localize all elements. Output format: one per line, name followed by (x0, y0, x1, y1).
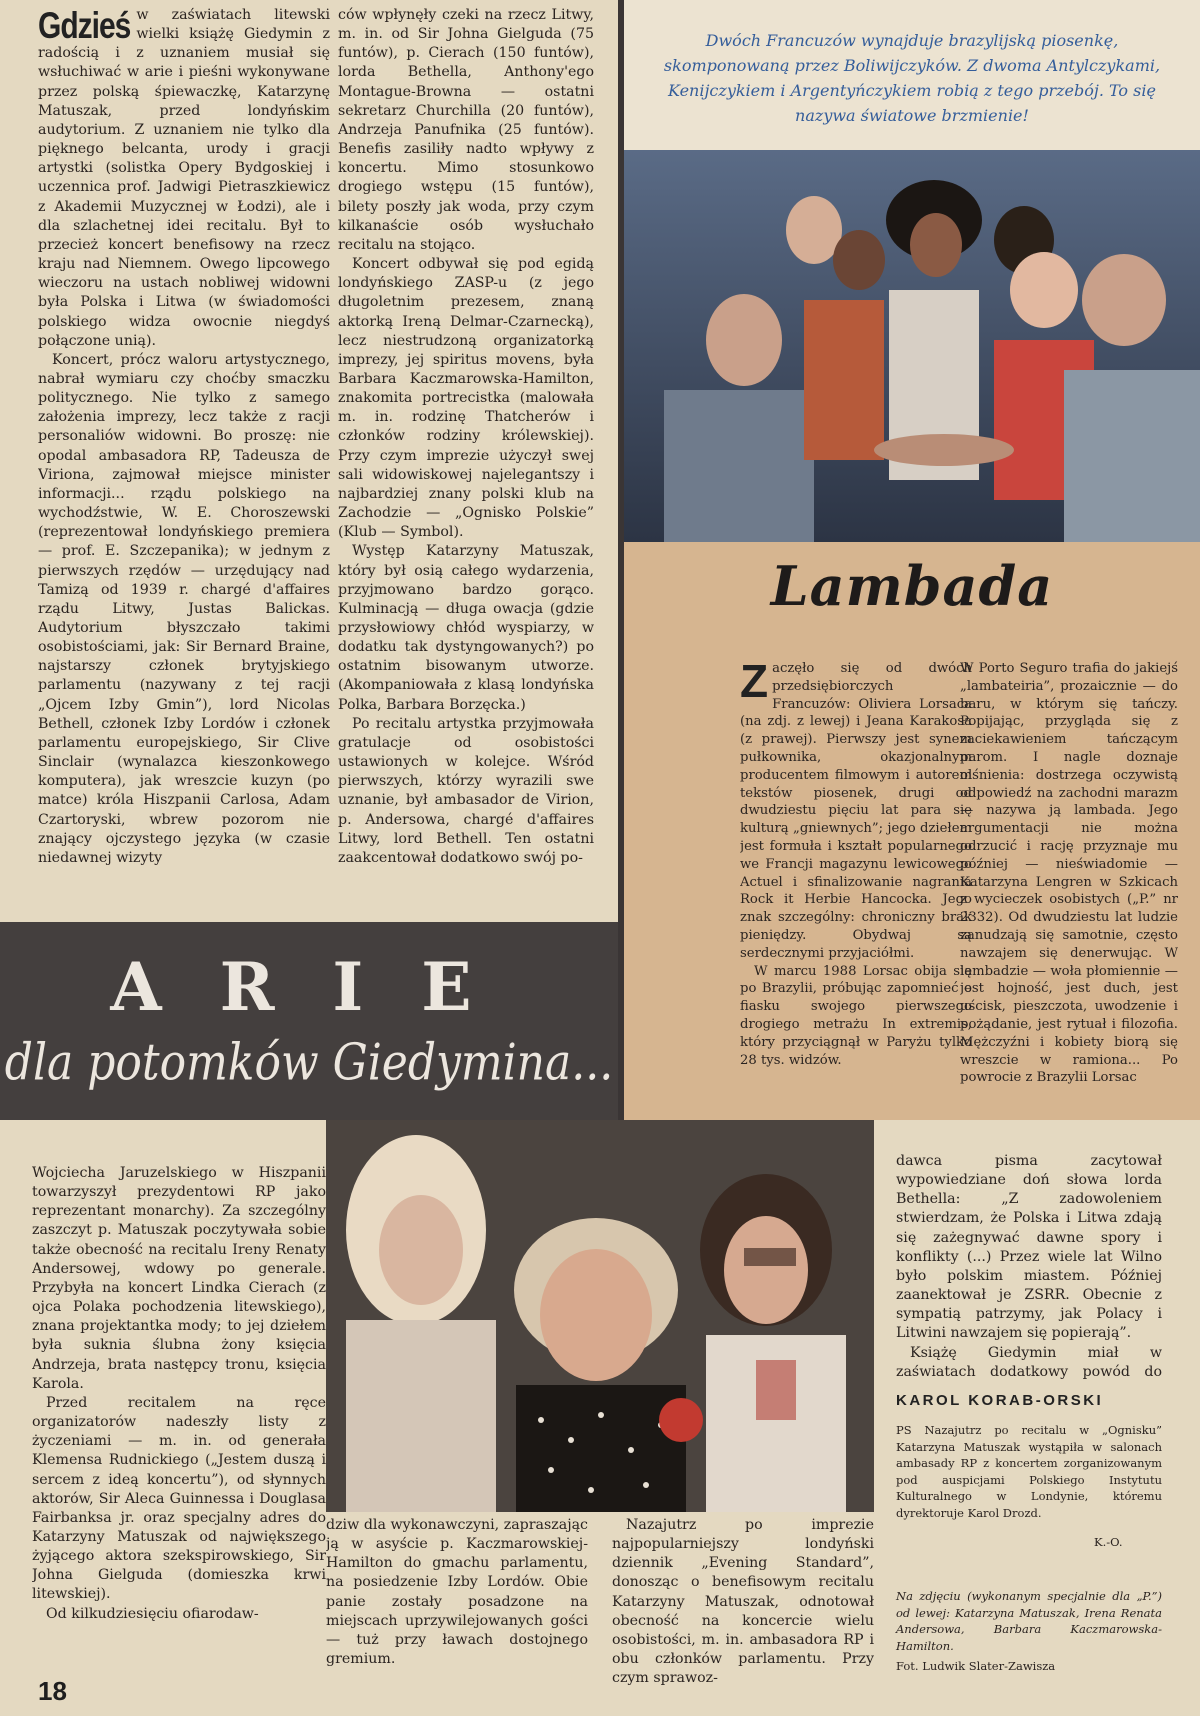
lambada-title: Lambada (770, 554, 1054, 618)
page-number: 18 (38, 1676, 67, 1706)
arie-col5-paragraph-1: Nazajutrz po imprezie najpopularniejszy londyński dziennik „Evening Standard”, donosząc o benefisowym recitalu Katarzyny Matuszak, odnotował obecność na koncercie wielu osobistości, m. in. ambasadora RP i obu członków parlamentu. Przy czym sprawoz- (612, 1517, 874, 1687)
arie-col2-paragraph-1: ców wpłynęły czeki na rzecz Litwy, m. in. od Sir Johna Gielguda (75 funtów), p. Cierach (150 funtów), lorda Bethella, Anthony'ego Montague-Browna — ostatni sekretarz Churchilla (20 funtów), Andrzeja Panufnika (25 funtów). Benefis zasiliły nadto wpływy z koncertu. Mimo stosunkowo drogiego wstępu (15 funtów), bilety poszły jak woda, przy czym kilkanaście osób wysłuchało recitalu na stojąco. (338, 7, 594, 253)
lambada-intro: Dwóch Francuzów wynajduje brazylijską piosenkę, skomponowaną przez Boliwijczyków. Z dwoma Antylczykami, Kenijczykiem i Argentyńczykiem robią z tego przebój. To się nazywa światowe brzmienie! (663, 31, 1161, 125)
lambada-column-2 (960, 660, 1178, 1112)
arie-col1-paragraph-1: w zaświatach litewski wielki książę Giedymin z radością i z uznaniem musiał się wsłuchiwać w arie i pieśni wykonywane przez polską śpiewaczkę, Katarzynę Matuszak, przed londyńskim audytorium. Z uznaniem nie tylko dla pięknego belcanta, urody i gracji artystki (solistka Opery Bydgoskiej i uczennica prof. Jadwigi Pietraszkiewicz z Akademii Muzycznej w Łodzi), ale i dla szlachetnej idei recitalu. Był to przecież koncert benefisowy na rzecz kraju nad Niemnem. Owego lipcowego wieczoru na ustach nobliwej widowni była Polska i Litwa (w świadomości polskiego widza owocnie niegdyś połączone unią). (38, 7, 330, 349)
arie-col3-paragraph-1: Wojciecha Jaruzelskiego w Hiszpanii towarzyszył prezydentowi RP jako reprezentant monarchy). Za szczególny zaszczyt p. Matuszak poczytywała sobie także obecność na recitalu Ireny Renaty Andersowej, wdowy po generale. Przybyła na koncert Lindka Cierach (z ojca Polaka pochodzenia litewskiego), znana projektantka mody; to jej dziełem była suknia ślubna żony księcia Andrzeja, brata następcy tronu, księcia Karola. (32, 1165, 326, 1392)
arie-col4-paragraph-1: dziw dla wykonawczyni, zapraszając ją w asyście p. Kaczmarowskiej-Hamilton do gmachu parlamentu, na posiedzenie Izby Lordów. Obie panie zostały posadzone na miejscach uprzywilejowanych gości — tuż przy ławach dostojnego gremium. (326, 1517, 588, 1668)
arie-col1-paragraph-2: Koncert, prócz waloru artystycznego, nabrał wymiaru czy choćby smaczku politycznego. Nie tylko z samego założenia imprezy, lecz także z racji personaliów widowni. Bo proszę: nie opodal ambasadora RP, Tadeusza de Viriona, zajmował miejsce minister informacji... rządu polskiego na wychodźstwie, W. E. Choroszewski (reprezentował londyńskiego premiera — prof. E. Szczepanika); w jednym z pierwszych rzędów — urzędujący nad Tamizą od 1939 r. chargé d'affaires rządu Litwy, Justas Balickas. Audytorium błyszczało takimi osobistościami, jak: Sir Bernard Braine, najstarszy członek brytyjskiego parlamentu (nazywany z tej racji „Ojcem Izby Gmin”), lord Nicolas Bethell, członek Izby Lordów i członek parlamentu europejskiego, Sir Clive Sinclair (wynalazca kieszonkowego komputera), jak wreszcie kuzyn (po matce) króla Hiszpanii Carlosa, Adam Czartoryski, wbrew pozorom nie znający ojczystego języka (w czasie niedawnej wizyty (38, 351, 330, 866)
arie-col2-paragraph-3: Występ Katarzyny Matuszak, który był osią całego wydarzenia, przyjmowano bardzo gorąco. Kulminacją — długa owacja (gdzie przysłowiowy chłód wyspiarzy, w dodatku tak dystyngowanych?) po ostatnim bisowanym utworze. (Akompaniowała z klasą londyńska Polka, Barbara Borzęcka.) (338, 543, 594, 713)
arie-col3-paragraph-3: Od kilkudziesięciu ofiarodaw- (46, 1605, 259, 1622)
three-women-photo (326, 1120, 874, 1512)
arie-column-3 (32, 1164, 326, 1686)
lambada-panel (624, 542, 1200, 1120)
lambada-col2-paragraph-1: W Porto Seguro trafia do jakiejś „lambateiria”, prozaicznie — do baru, w którym się tańczy. Popijając, przygląda się z zaciekawieniem tańczącym parom. I nagle doznaje olśnienia: dostrzega oczywistą odpowiedź na zachodni marazm — nazywa ją lambada. Jego argumentacji nie można odrzucić i rację przyznaje mu później — nieświadomie — Katarzyna Lengren w Szkicach z wycieczek osobistych („P.” nr 2332). Od dwudziestu lat ludzie zanudzają się samotnie, często nawzajem się denerwując. W lambadzie — woła płomiennie — jest hojność, jest duch, jest uścisk, pieszczota, uwodzenie i pożądanie, jest rytuał i filozofia. Mężczyźni i kobiety biorą się wreszcie w ramiona... Po powrocie z Brazylii Lorsac (960, 661, 1178, 1086)
banner-title: ARIE (110, 948, 530, 1026)
lambada-col1-paragraph-1: aczęło się od dwóch przedsiębiorczych Francuzów: Oliviera Lorsaca (na zdj. z lewej) i Jeana Karakosa (z prawej). Pierwszy jest synem pułkownika, okazjonalnym producentem filmowym i autorem tekstów piosenek, drugi od dwudziestu pięciu lat para się kulturą „gniewnych”; jego dziełem jest formuła i kształt popularnego we Francji magazynu lewicowego Actuel i sfinalizowanie nagrania Rock it Herbie Hancocka. Jego znak szczególny: chroniczny brak pieniędzy. Obydwaj są serdecznymi przyjaciółmi. (740, 661, 972, 961)
lead-word: Gdzieś (38, 6, 131, 47)
arie-col6-paragraph-2: Książę Giedymin miał w zaświatach dodatkowy powód do (896, 1344, 1162, 1380)
arie-column-4 (326, 1516, 588, 1688)
lambada-intro-box (624, 0, 1200, 150)
postscript (896, 1422, 1162, 1532)
postscript-text: PS Nazajutrz po recitalu w „Ognisku” Katarzyna Matuszak wystąpiła w salonach ambasady RP z koncertem zorganizowanym pod auspicjami Polskiego Instytutu Kulturalnego w Londynie, któremu dyrektoruje Karol Drozd. (896, 1423, 1162, 1520)
photo-caption: Na zdjęciu (wykonanym specjalnie dla „P.”) od lewej: Katarzyna Matuszak, Irena Renata Andersowa, Barbara Kaczmarowska-Hamilton. (896, 1589, 1162, 1653)
postscript-initials: K.-O. (1094, 1535, 1123, 1549)
photo-credit: Fot. Ludwik Slater-Zawisza (896, 1659, 1056, 1673)
arie-col2-paragraph-2: Koncert odbywał się pod egidą londyńskiego ZASP-u (z jego długoletnim prezesem, znaną aktorką Ireną Delmar-Czarnecką), lecz niestrudzoną organizatorką imprezy, jej spiritus movens, była Barbara Kaczmarowska-Hamilton, znakomita portrecistka (malowała m. in. rodzinę Thatcherów i członków rodziny królewskiej). Przy czym imprezie użyczył swej sali widowiskowej najelegantszy i najbardziej znany polski klub na Zachodzie — „Ognisko Polskie” (Klub — Symbol). (338, 256, 594, 541)
arie-column-1 (38, 6, 330, 912)
dancers-photo-illustration (624, 150, 1200, 542)
arie-col2-paragraph-4: Po recitalu artystka przyjmowała gratulacje od osobistości ustawionych w kolejce. Wśród pierwszych, którzy wyrazili swe uznanie, był ambasador de Virion, p. Andersowa, chargé d'affaires Litwy, lord Bethell. Ten ostatni zaakcentował dodatkowo swój po- (338, 715, 594, 866)
women-photo-illustration (326, 1120, 874, 1512)
arie-column-2 (338, 6, 594, 912)
lambada-column-1 (740, 660, 972, 1112)
lambada-group-photo (624, 150, 1200, 542)
author-signature: KAROL KORAB-ORSKI (896, 1392, 1104, 1409)
banner-subtitle: dla potomków Giedymina... (4, 1033, 614, 1093)
arie-column-5 (612, 1516, 874, 1688)
arie-col6-paragraph-1: dawca pisma zacytował wypowiedziane doń słowa lorda Bethella: „Z zadowoleniem stwierdzam, że Polska i Litwa zdają się zażegnywać dawne spory i konflikty (...) Przez wiele lat Wilno było polskim miastem. Później zaanektował je ZSRR. Obecnie z sympatią patrzymy, jak Polacy i Litwini nawzajem się popierają”. (896, 1153, 1162, 1342)
lambada-dropcap: Z (740, 660, 769, 707)
arie-col3-paragraph-2: Przed recitalem na ręce organizatorów nadeszły listy z życzeniami — m. in. od generała Klemensa Rudnickiego („Jestem duszą i sercem z ideą koncertu”), od słynnych aktorów, Sir Aleca Guinnessa i Douglasa Fairbanksa jr. oraz specjalny adres do Katarzyny Matuszak od największego żyjącego aktora szekspirowskiego, Sir Johna Gielguda (domieszka krwi litewskiej). (32, 1394, 326, 1603)
arie-banner (0, 922, 618, 1120)
lambada-col1-paragraph-2: W marcu 1988 Lorsac obija się po Brazylii, próbując zapomnieć o fiasku swojego pierwszego drogiego metrażu In extremis, który przyciągnął w Paryżu tylko 28 tys. widzów. (740, 963, 972, 1068)
arie-column-6 (896, 1152, 1162, 1382)
